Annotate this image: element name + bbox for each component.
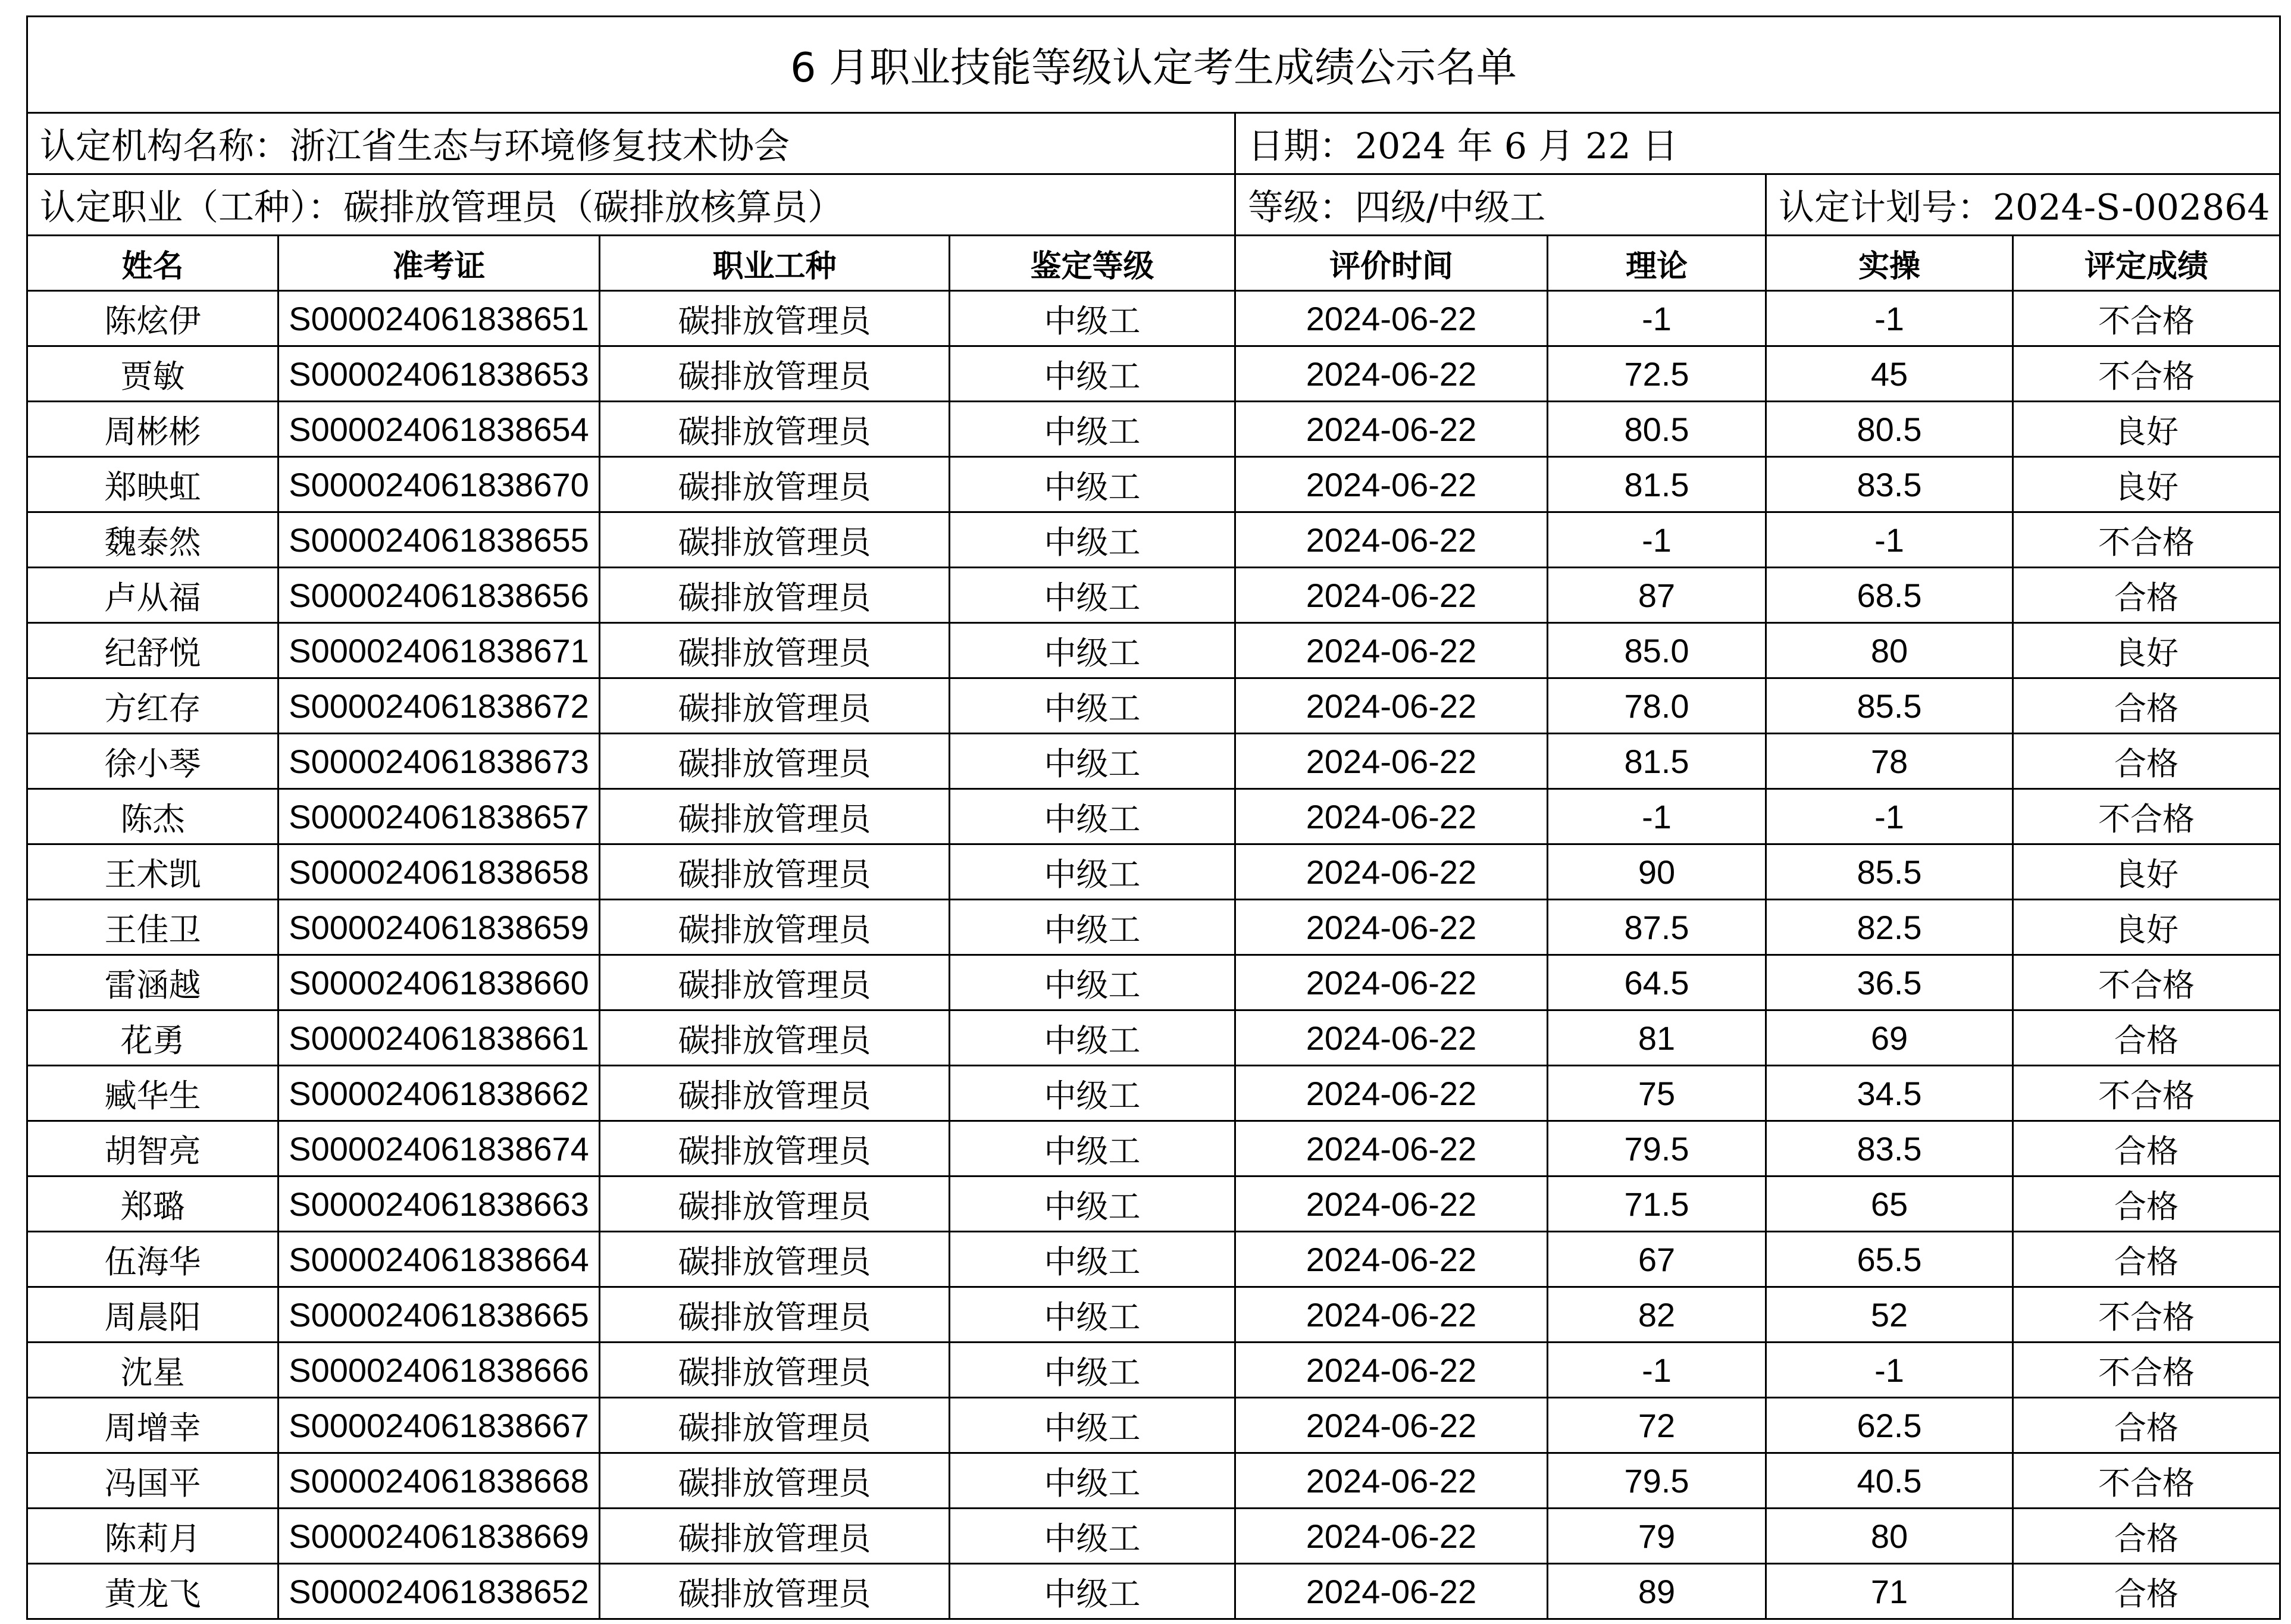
cell-name: 郑璐 — [27, 1176, 278, 1232]
cell-practice: 85.5 — [1766, 678, 2013, 734]
cell-result: 不合格 — [2013, 1287, 2280, 1343]
cell-level: 中级工 — [950, 291, 1235, 346]
cell-result: 合格 — [2013, 734, 2280, 789]
cell-name: 周晨阳 — [27, 1287, 278, 1343]
cell-ticket: S000024061838652 — [278, 1564, 600, 1619]
cell-date: 2024-06-22 — [1235, 1398, 1548, 1453]
table-row — [27, 1066, 2280, 1121]
cell-practice: 78 — [1766, 734, 2013, 789]
cell-practice: 45 — [1766, 346, 2013, 402]
cell-date: 2024-06-22 — [1235, 568, 1548, 623]
cell-level: 中级工 — [950, 623, 1235, 678]
cell-job: 碳排放管理员 — [600, 678, 950, 734]
cell-theory: 67 — [1548, 1232, 1766, 1287]
cell-result: 不合格 — [2013, 291, 2280, 346]
cell-result: 良好 — [2013, 844, 2280, 900]
table-row — [27, 900, 2280, 955]
cell-theory: 78.0 — [1548, 678, 1766, 734]
cell-date: 2024-06-22 — [1235, 1010, 1548, 1066]
cell-date: 2024-06-22 — [1235, 789, 1548, 844]
cell-name: 黄龙飞 — [27, 1564, 278, 1619]
cell-ticket: S000024061838661 — [278, 1010, 600, 1066]
cell-practice: -1 — [1766, 1343, 2013, 1398]
table-row — [27, 789, 2280, 844]
cell-theory: 64.5 — [1548, 955, 1766, 1010]
cell-result: 良好 — [2013, 402, 2280, 457]
cell-level: 中级工 — [950, 900, 1235, 955]
cell-ticket: S000024061838657 — [278, 789, 600, 844]
cell-theory: 81 — [1548, 1010, 1766, 1066]
cell-level: 中级工 — [950, 1176, 1235, 1232]
cell-level: 中级工 — [950, 346, 1235, 402]
cell-result: 良好 — [2013, 623, 2280, 678]
title-row — [27, 17, 2280, 113]
cell-name: 冯国平 — [27, 1453, 278, 1509]
cell-job: 碳排放管理员 — [600, 1232, 950, 1287]
cell-level: 中级工 — [950, 955, 1235, 1010]
cell-theory: -1 — [1548, 789, 1766, 844]
cell-ticket: S000024061838670 — [278, 457, 600, 512]
cell-theory: 85.0 — [1548, 623, 1766, 678]
cell-name: 沈星 — [27, 1343, 278, 1398]
cell-job: 碳排放管理员 — [600, 1398, 950, 1453]
page-title: 6 月职业技能等级认定考生成绩公示名单 — [27, 17, 2280, 113]
cell-job: 碳排放管理员 — [600, 1287, 950, 1343]
cell-theory: 87 — [1548, 568, 1766, 623]
cell-result: 合格 — [2013, 568, 2280, 623]
cell-name: 臧华生 — [27, 1066, 278, 1121]
plan-cell — [1766, 174, 2280, 236]
cell-theory: 75 — [1548, 1066, 1766, 1121]
cell-level: 中级工 — [950, 1287, 1235, 1343]
cell-practice: 80 — [1766, 623, 2013, 678]
cell-level: 中级工 — [950, 789, 1235, 844]
cell-name: 陈炫伊 — [27, 291, 278, 346]
cell-level: 中级工 — [950, 1010, 1235, 1066]
cell-ticket: S000024061838653 — [278, 346, 600, 402]
cell-practice: -1 — [1766, 789, 2013, 844]
table-row — [27, 1287, 2280, 1343]
cell-level: 中级工 — [950, 1509, 1235, 1564]
org-value: 浙江省生态与环境修复技术协会 — [290, 126, 790, 167]
cell-job: 碳排放管理员 — [600, 1121, 950, 1176]
cell-ticket: S000024061838655 — [278, 512, 600, 568]
cell-result: 合格 — [2013, 1176, 2280, 1232]
table-row — [27, 346, 2280, 402]
cell-name: 陈莉月 — [27, 1509, 278, 1564]
table-row — [27, 1343, 2280, 1398]
cell-ticket: S000024061838651 — [278, 291, 600, 346]
cell-practice: 69 — [1766, 1010, 2013, 1066]
cell-result: 不合格 — [2013, 512, 2280, 568]
table-row — [27, 1232, 2280, 1287]
cell-ticket: S000024061838660 — [278, 955, 600, 1010]
cell-ticket: S000024061838668 — [278, 1453, 600, 1509]
date-label: 日期： — [1248, 126, 1355, 167]
cell-job: 碳排放管理员 — [600, 291, 950, 346]
cell-job: 碳排放管理员 — [600, 346, 950, 402]
table-row — [27, 734, 2280, 789]
cell-date: 2024-06-22 — [1235, 678, 1548, 734]
cell-result: 良好 — [2013, 457, 2280, 512]
cell-theory: 79.5 — [1548, 1453, 1766, 1509]
cell-level: 中级工 — [950, 512, 1235, 568]
cell-date: 2024-06-22 — [1235, 1343, 1548, 1398]
cell-level: 中级工 — [950, 457, 1235, 512]
cell-date: 2024-06-22 — [1235, 1176, 1548, 1232]
cell-theory: 80.5 — [1548, 402, 1766, 457]
cell-level: 中级工 — [950, 1232, 1235, 1287]
cell-ticket: S000024061838654 — [278, 402, 600, 457]
header-name: 姓名 — [27, 236, 278, 291]
job-label: 认定职业（工种）： — [40, 187, 343, 229]
cell-name: 王佳卫 — [27, 900, 278, 955]
cell-ticket: S000024061838666 — [278, 1343, 600, 1398]
table-row — [27, 402, 2280, 457]
cell-name: 陈杰 — [27, 789, 278, 844]
cell-job: 碳排放管理员 — [600, 955, 950, 1010]
cell-date: 2024-06-22 — [1235, 402, 1548, 457]
cell-level: 中级工 — [950, 1564, 1235, 1619]
cell-theory: 79 — [1548, 1509, 1766, 1564]
cell-job: 碳排放管理员 — [600, 1176, 950, 1232]
cell-practice: 83.5 — [1766, 1121, 2013, 1176]
table-row — [27, 568, 2280, 623]
cell-name: 徐小琴 — [27, 734, 278, 789]
cell-name: 周增幸 — [27, 1398, 278, 1453]
org-info-row — [27, 113, 2280, 174]
cell-theory: 82 — [1548, 1287, 1766, 1343]
cell-result: 合格 — [2013, 1564, 2280, 1619]
cell-job: 碳排放管理员 — [600, 900, 950, 955]
level-label: 等级： — [1248, 187, 1355, 229]
cell-theory: -1 — [1548, 291, 1766, 346]
cell-job: 碳排放管理员 — [600, 1010, 950, 1066]
cell-practice: 62.5 — [1766, 1398, 2013, 1453]
cell-date: 2024-06-22 — [1235, 1453, 1548, 1509]
cell-name: 卢从福 — [27, 568, 278, 623]
cell-level: 中级工 — [950, 402, 1235, 457]
cell-ticket: S000024061838667 — [278, 1398, 600, 1453]
cell-ticket: S000024061838656 — [278, 568, 600, 623]
cell-level: 中级工 — [950, 1066, 1235, 1121]
table-row — [27, 1509, 2280, 1564]
cell-job: 碳排放管理员 — [600, 1066, 950, 1121]
cell-name: 雷涵越 — [27, 955, 278, 1010]
cell-job: 碳排放管理员 — [600, 568, 950, 623]
cell-theory: -1 — [1548, 1343, 1766, 1398]
cell-job: 碳排放管理员 — [600, 402, 950, 457]
cell-date: 2024-06-22 — [1235, 346, 1548, 402]
cell-practice: 34.5 — [1766, 1066, 2013, 1121]
cell-result: 合格 — [2013, 1010, 2280, 1066]
cell-name: 纪舒悦 — [27, 623, 278, 678]
cell-job: 碳排放管理员 — [600, 789, 950, 844]
cell-practice: 65 — [1766, 1176, 2013, 1232]
cell-result: 合格 — [2013, 678, 2280, 734]
header-ticket: 准考证 — [278, 236, 600, 291]
cell-ticket: S000024061838665 — [278, 1287, 600, 1343]
cell-ticket: S000024061838671 — [278, 623, 600, 678]
job-cell — [27, 174, 1235, 236]
date-value: 2024 年 6 月 22 日 — [1355, 126, 1678, 167]
cell-name: 魏泰然 — [27, 512, 278, 568]
header-result: 评定成绩 — [2013, 236, 2280, 291]
cell-practice: 80 — [1766, 1509, 2013, 1564]
cell-practice: 68.5 — [1766, 568, 2013, 623]
cell-theory: 71.5 — [1548, 1176, 1766, 1232]
header-theory: 理论 — [1548, 236, 1766, 291]
header-job: 职业工种 — [600, 236, 950, 291]
table-row — [27, 457, 2280, 512]
table-row — [27, 1121, 2280, 1176]
cell-ticket: S000024061838669 — [278, 1509, 600, 1564]
plan-value: 2024-S-002864 — [1993, 187, 2270, 229]
cell-job: 碳排放管理员 — [600, 1564, 950, 1619]
cell-date: 2024-06-22 — [1235, 844, 1548, 900]
cell-job: 碳排放管理员 — [600, 1509, 950, 1564]
cell-level: 中级工 — [950, 734, 1235, 789]
cell-level: 中级工 — [950, 1398, 1235, 1453]
cell-result: 不合格 — [2013, 955, 2280, 1010]
cell-practice: 40.5 — [1766, 1453, 2013, 1509]
cell-date: 2024-06-22 — [1235, 457, 1548, 512]
cell-level: 中级工 — [950, 1453, 1235, 1509]
cell-date: 2024-06-22 — [1235, 734, 1548, 789]
cell-result: 合格 — [2013, 1121, 2280, 1176]
cell-date: 2024-06-22 — [1235, 1287, 1548, 1343]
cell-theory: 90 — [1548, 844, 1766, 900]
cell-date: 2024-06-22 — [1235, 1121, 1548, 1176]
header-date: 评价时间 — [1235, 236, 1548, 291]
cell-level: 中级工 — [950, 568, 1235, 623]
cell-name: 贾敏 — [27, 346, 278, 402]
cell-date: 2024-06-22 — [1235, 1232, 1548, 1287]
cell-date: 2024-06-22 — [1235, 900, 1548, 955]
cell-result: 合格 — [2013, 1398, 2280, 1453]
cell-result: 不合格 — [2013, 789, 2280, 844]
cell-job: 碳排放管理员 — [600, 623, 950, 678]
cell-ticket: S000024061838662 — [278, 1066, 600, 1121]
cell-theory: 72 — [1548, 1398, 1766, 1453]
cell-level: 中级工 — [950, 678, 1235, 734]
cell-theory: -1 — [1548, 512, 1766, 568]
cell-theory: 89 — [1548, 1564, 1766, 1619]
table-header-row — [27, 236, 2280, 291]
cell-practice: 52 — [1766, 1287, 2013, 1343]
table-row — [27, 955, 2280, 1010]
cell-date: 2024-06-22 — [1235, 291, 1548, 346]
table-row — [27, 844, 2280, 900]
table-row — [27, 1564, 2280, 1619]
cell-name: 胡智亮 — [27, 1121, 278, 1176]
table-row — [27, 1398, 2280, 1453]
date-cell — [1235, 113, 2280, 174]
table-row — [27, 1010, 2280, 1066]
cell-date: 2024-06-22 — [1235, 1509, 1548, 1564]
cell-date: 2024-06-22 — [1235, 1564, 1548, 1619]
cell-date: 2024-06-22 — [1235, 955, 1548, 1010]
cell-result: 合格 — [2013, 1232, 2280, 1287]
job-info-row — [27, 174, 2280, 236]
cell-job: 碳排放管理员 — [600, 1343, 950, 1398]
cell-name: 伍海华 — [27, 1232, 278, 1287]
cell-practice: 65.5 — [1766, 1232, 2013, 1287]
cell-job: 碳排放管理员 — [600, 457, 950, 512]
header-practice: 实操 — [1766, 236, 2013, 291]
cell-name: 花勇 — [27, 1010, 278, 1066]
cell-practice: -1 — [1766, 512, 2013, 568]
header-level: 鉴定等级 — [950, 236, 1235, 291]
table-row — [27, 623, 2280, 678]
cell-name: 周彬彬 — [27, 402, 278, 457]
cell-job: 碳排放管理员 — [600, 1453, 950, 1509]
cell-date: 2024-06-22 — [1235, 1066, 1548, 1121]
plan-label: 认定计划号： — [1779, 187, 1993, 229]
cell-theory: 72.5 — [1548, 346, 1766, 402]
cell-practice: 80.5 — [1766, 402, 2013, 457]
cell-date: 2024-06-22 — [1235, 512, 1548, 568]
cell-practice: -1 — [1766, 291, 2013, 346]
cell-level: 中级工 — [950, 1343, 1235, 1398]
cell-ticket: S000024061838672 — [278, 678, 600, 734]
cell-result: 良好 — [2013, 900, 2280, 955]
org-label: 认定机构名称： — [40, 126, 290, 167]
cell-ticket: S000024061838663 — [278, 1176, 600, 1232]
cell-result: 不合格 — [2013, 1453, 2280, 1509]
cell-result: 合格 — [2013, 1509, 2280, 1564]
job-value: 碳排放管理员（碳排放核算员） — [343, 187, 843, 229]
cell-theory: 79.5 — [1548, 1121, 1766, 1176]
cell-practice: 82.5 — [1766, 900, 2013, 955]
cell-result: 不合格 — [2013, 1343, 2280, 1398]
table-row — [27, 291, 2280, 346]
cell-ticket: S000024061838658 — [278, 844, 600, 900]
cell-result: 不合格 — [2013, 1066, 2280, 1121]
cell-name: 王术凯 — [27, 844, 278, 900]
org-cell — [27, 113, 1235, 174]
table-row — [27, 1176, 2280, 1232]
cell-practice: 71 — [1766, 1564, 2013, 1619]
cell-theory: 81.5 — [1548, 457, 1766, 512]
cell-name: 郑映虹 — [27, 457, 278, 512]
level-value: 四级/中级工 — [1355, 187, 1546, 229]
level-cell — [1235, 174, 1766, 236]
cell-ticket: S000024061838659 — [278, 900, 600, 955]
table-row — [27, 512, 2280, 568]
cell-job: 碳排放管理员 — [600, 844, 950, 900]
cell-practice: 83.5 — [1766, 457, 2013, 512]
cell-date: 2024-06-22 — [1235, 623, 1548, 678]
cell-theory: 87.5 — [1548, 900, 1766, 955]
cell-level: 中级工 — [950, 844, 1235, 900]
cell-level: 中级工 — [950, 1121, 1235, 1176]
cell-practice: 36.5 — [1766, 955, 2013, 1010]
cell-ticket: S000024061838664 — [278, 1232, 600, 1287]
cell-practice: 85.5 — [1766, 844, 2013, 900]
cell-job: 碳排放管理员 — [600, 734, 950, 789]
results-table — [26, 15, 2281, 1620]
cell-result: 不合格 — [2013, 346, 2280, 402]
table-row — [27, 678, 2280, 734]
cell-theory: 81.5 — [1548, 734, 1766, 789]
table-row — [27, 1453, 2280, 1509]
cell-ticket: S000024061838673 — [278, 734, 600, 789]
cell-name: 方红存 — [27, 678, 278, 734]
cell-job: 碳排放管理员 — [600, 512, 950, 568]
cell-ticket: S000024061838674 — [278, 1121, 600, 1176]
